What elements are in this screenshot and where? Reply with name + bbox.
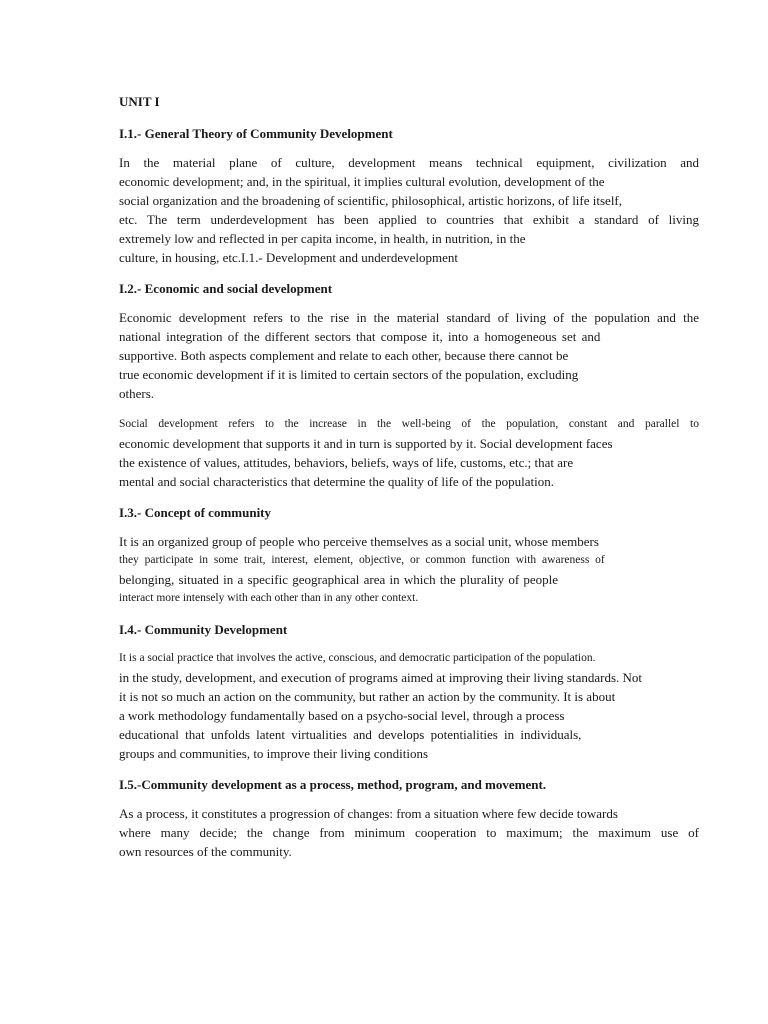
text-line: where many decide; the change from minimum cooperation to maximum; the maximum use of xyxy=(119,825,699,840)
text-line: belonging, situated in a specific geographical area in which the plurality of people xyxy=(119,572,559,587)
text-line: true economic development if it is limited to certain sectors of the population, excluding xyxy=(119,367,579,382)
text-line: economic development that supports it and in turn is supported by it. Social development faces xyxy=(119,436,613,451)
text-line: groups and communities, to improve their living conditions xyxy=(119,746,429,761)
text-line: others. xyxy=(119,386,155,401)
document-body xyxy=(119,92,699,873)
text-line: etc. The term underdevelopment has been applied to countries that exhibit a standard of living xyxy=(119,212,699,227)
text-line: Social development refers to the increase in the well-being of the population, constant and parallel to xyxy=(119,418,699,430)
paragraph-1-4 xyxy=(119,649,699,763)
text-line: culture, in housing, etc.I.1.- Development and underdevelopment xyxy=(119,250,458,265)
text-line: As a process, it constitutes a progression of changes: from a situation where few decide towards xyxy=(119,806,618,821)
paragraph-1-5 xyxy=(119,804,699,861)
text-line: national integration of the different sectors that compose it, into a homogeneous set and xyxy=(119,329,601,344)
section-heading-1-2: I.2.- Economic and social development xyxy=(119,281,333,296)
paragraph-1-1 xyxy=(119,153,699,267)
section-heading-1-1: I.1.- General Theory of Community Development xyxy=(119,126,393,141)
text-line: interact more intensely with each other than in any other context. xyxy=(119,592,419,604)
text-line: mental and social characteristics that determine the quality of life of the population. xyxy=(119,474,554,489)
text-line: it is not so much an action on the community, but rather an action by the community. It is about xyxy=(119,689,616,704)
text-line: own resources of the community. xyxy=(119,844,292,859)
text-line: in the study, development, and execution of programs aimed at improving their living standards. Not xyxy=(119,670,643,685)
text-line: It is an organized group of people who perceive themselves as a social unit, whose members xyxy=(119,534,599,549)
text-line: extremely low and reflected in per capita income, in health, in nutrition, in the xyxy=(119,231,526,246)
paragraph-1-2-a xyxy=(119,308,699,403)
section-heading-1-4: I.4.- Community Development xyxy=(119,622,288,637)
text-line: In the material plane of culture, development means technical equipment, civilization and xyxy=(119,155,699,170)
section-heading-1-3: I.3.- Concept of community xyxy=(119,505,272,520)
text-line: supportive. Both aspects complement and relate to each other, because there cannot be xyxy=(119,348,569,363)
paragraph-1-2-b xyxy=(119,415,699,491)
text-line: a work methodology fundamentally based on a psycho-social level, through a process xyxy=(119,708,565,723)
text-line: Economic development refers to the rise in the material standard of living of the population and the xyxy=(119,310,699,325)
text-line: social organization and the broadening of scientific, philosophical, artistic horizons, of life itself, xyxy=(119,193,623,208)
unit-title: UNIT I xyxy=(119,94,160,109)
section-heading-1-5: I.5.-Community development as a process, method, program, and movement. xyxy=(119,777,547,792)
text-line: educational that unfolds latent virtualities and develops potentialities in individuals, xyxy=(119,727,582,742)
text-line: It is a social practice that involves the active, conscious, and democratic participation of the population. xyxy=(119,652,596,664)
text-line: the existence of values, attitudes, behaviors, beliefs, ways of life, customs, etc.; that are xyxy=(119,455,574,470)
paragraph-1-3 xyxy=(119,532,699,608)
text-line: economic development; and, in the spiritual, it implies cultural evolution, development of the xyxy=(119,174,605,189)
text-line: they participate in some trait, interest, element, objective, or common function with awareness of xyxy=(119,554,605,566)
